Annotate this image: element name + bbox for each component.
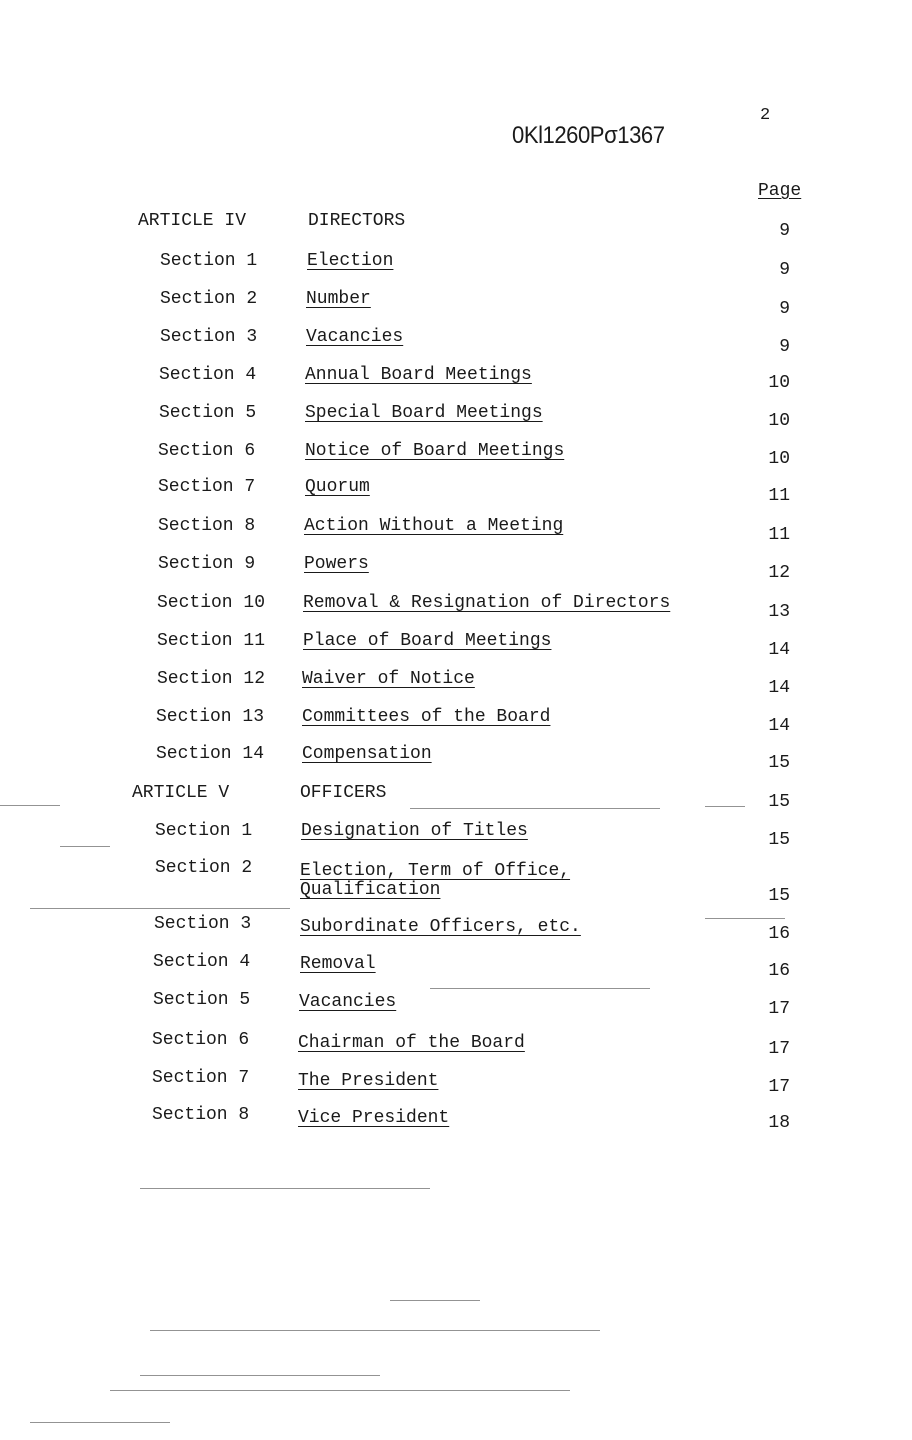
toc-entry-title: Waiver of Notice — [302, 669, 475, 689]
toc-entry-label: ARTICLE IV — [138, 211, 247, 231]
toc-entry-page: 15 — [768, 886, 790, 906]
toc-entry-label: Section 12 — [157, 669, 266, 689]
scan-artifact — [410, 808, 660, 809]
toc-entry-title: OFFICERS — [300, 783, 387, 803]
toc-entry-label: Section 3 — [160, 327, 258, 347]
toc-entry-title: Special Board Meetings — [305, 403, 543, 423]
toc-entry-title: Powers — [304, 554, 369, 574]
scan-artifact — [60, 846, 110, 847]
toc-entry-page: 13 — [768, 602, 790, 622]
toc-entry-page: 10 — [768, 373, 790, 393]
toc-entry-title: Election — [307, 251, 394, 271]
toc-entry-title: Quorum — [305, 477, 370, 497]
toc-entry-title: Chairman of the Board — [298, 1033, 525, 1053]
toc-entry-title: Subordinate Officers, etc. — [300, 917, 581, 937]
toc-entry-label: Section 9 — [158, 554, 256, 574]
toc-entry-label: Section 7 — [152, 1068, 250, 1088]
scan-artifact — [0, 805, 60, 806]
scan-artifact — [430, 988, 650, 989]
toc-entry-label: Section 10 — [157, 593, 266, 613]
scan-artifact — [110, 1390, 570, 1391]
toc-entry-label: Section 3 — [154, 914, 252, 934]
toc-entry-page: 17 — [768, 1077, 790, 1097]
toc-entry-label: Section 6 — [152, 1030, 250, 1050]
toc-entry-label: Section 5 — [153, 990, 251, 1010]
toc-entry-page: 14 — [768, 716, 790, 736]
toc-entry-title: Notice of Board Meetings — [305, 441, 565, 461]
toc-entry-page: 12 — [768, 563, 790, 583]
toc-entry-page: 14 — [768, 678, 790, 698]
toc-entry-title: Annual Board Meetings — [305, 365, 532, 385]
toc-entry-label: Section 8 — [152, 1105, 250, 1125]
toc-entry-page: 16 — [768, 924, 790, 944]
scan-artifact — [140, 1188, 430, 1189]
scan-artifact — [140, 1375, 380, 1376]
toc-entry-title: Place of Board Meetings — [303, 631, 552, 651]
toc-entry-page: 14 — [768, 640, 790, 660]
toc-entry-label: Section 2 — [155, 858, 253, 878]
toc-entry-page: 15 — [768, 792, 790, 812]
toc-entry-label: Section 14 — [156, 744, 265, 764]
toc-entry-label: Section 2 — [160, 289, 258, 309]
toc-entry-page: 11 — [768, 525, 790, 545]
toc-entry-page: 10 — [768, 449, 790, 469]
toc-entry-label: Section 13 — [156, 707, 265, 727]
toc-entry-label: Section 7 — [158, 477, 256, 497]
scan-artifact — [30, 908, 290, 909]
toc-entry-page: 17 — [768, 999, 790, 1019]
toc-entry-title: Action Without a Meeting — [304, 516, 564, 536]
toc-entry-label: ARTICLE V — [132, 783, 230, 803]
toc-entry-page: 16 — [768, 961, 790, 981]
toc-entry-page: 9 — [779, 299, 790, 319]
toc-entry-label: Section 4 — [159, 365, 257, 385]
scan-artifact — [390, 1300, 480, 1301]
document-id-stamp: 0Kl1260Pσ1367 — [512, 122, 665, 149]
toc-entry-page: 9 — [779, 221, 790, 241]
toc-entry-label: Section 6 — [158, 441, 256, 461]
toc-entry-title: Vacancies — [299, 992, 397, 1012]
page-column-header: Page — [758, 181, 802, 201]
toc-entry-page: 15 — [768, 830, 790, 850]
toc-entry-title: Election, Term of Office, — [300, 861, 571, 881]
toc-entry-title: Designation of Titles — [301, 821, 528, 841]
toc-entry-title-continued: Qualification — [300, 880, 441, 900]
toc-entry-page: 10 — [768, 411, 790, 431]
toc-entry-page: 9 — [779, 337, 790, 357]
toc-entry-label: Section 1 — [155, 821, 253, 841]
scan-artifact — [150, 1330, 600, 1331]
scan-artifact — [30, 1422, 170, 1423]
scan-artifact — [705, 806, 745, 807]
toc-entry-title: Vacancies — [306, 327, 404, 347]
toc-entry-label: Section 4 — [153, 952, 251, 972]
toc-entry-label: Section 8 — [158, 516, 256, 536]
toc-entry-label: Section 5 — [159, 403, 257, 423]
toc-entry-title: DIRECTORS — [308, 211, 406, 231]
toc-entry-page: 17 — [768, 1039, 790, 1059]
toc-entry-label: Section 1 — [160, 251, 258, 271]
toc-entry-title: Committees of the Board — [302, 707, 551, 727]
toc-entry-title: Number — [306, 289, 371, 309]
page-number: 2 — [760, 106, 771, 125]
toc-entry-label: Section 11 — [157, 631, 266, 651]
toc-entry-page: 15 — [768, 753, 790, 773]
toc-entry-title: The President — [298, 1071, 439, 1091]
scan-artifact — [705, 918, 785, 919]
toc-entry-page: 11 — [768, 486, 790, 506]
toc-entry-title: Removal & Resignation of Directors — [303, 593, 671, 613]
toc-entry-page: 18 — [768, 1113, 790, 1133]
toc-entry-page: 9 — [779, 260, 790, 280]
toc-entry-title: Removal — [300, 954, 376, 974]
toc-entry-title: Compensation — [302, 744, 432, 764]
toc-entry-title: Vice President — [298, 1108, 450, 1128]
